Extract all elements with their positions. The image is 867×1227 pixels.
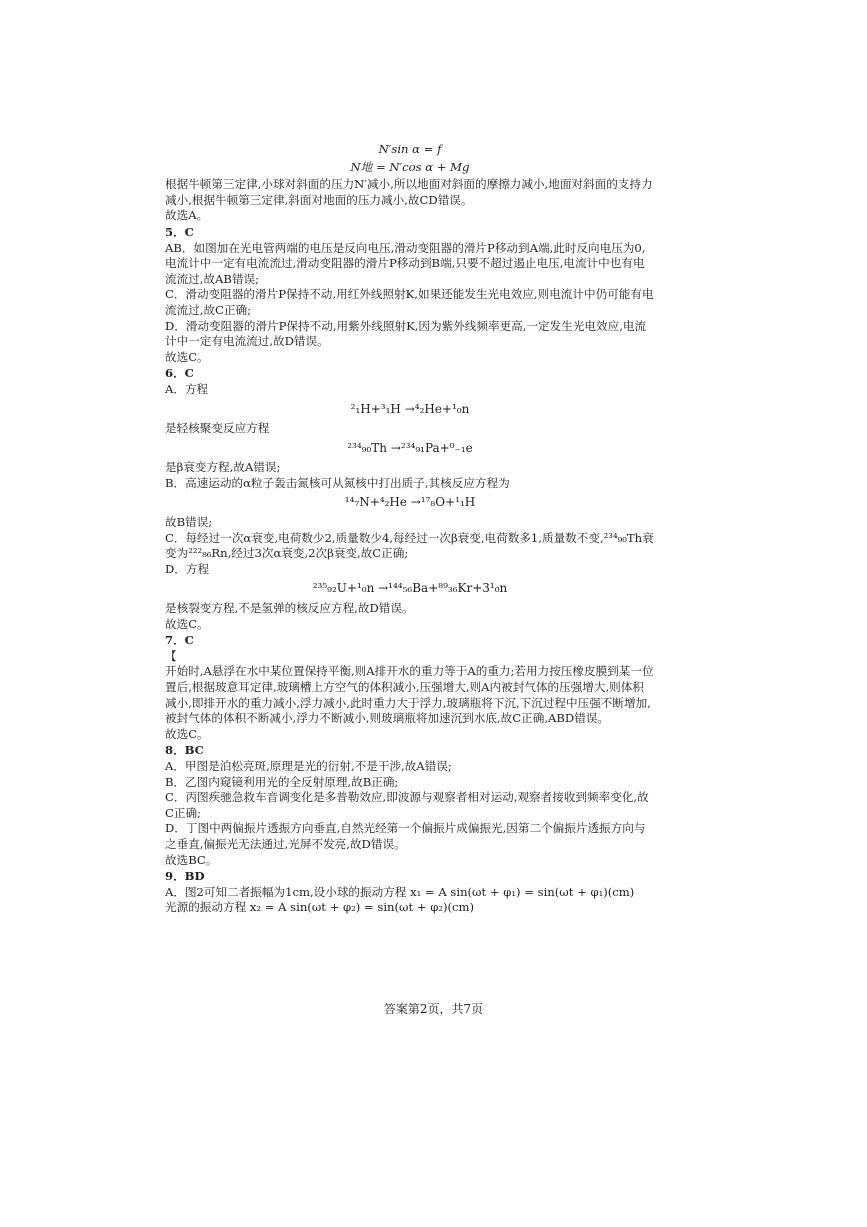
question-8-option-d: D．丁图中两偏振片透振方向垂直,自然光经第一个偏振片成偏振光,因第二个偏振片透振方向与之垂直,偏振光无法通过,光屏不发亮,故D错误。 [165,821,646,851]
question-6-option-c: C．每经过一次α衰变,电荷数少2,质量数少4,每经过一次β衰变,电荷数多1,质量数不变,²³⁴₉₀Th衰变为²²²₈₆Rn,经过3次α衰变,2次β衰变,故C正确; [165,530,654,561]
question-6-conclusion: 故选C。 [165,616,209,631]
question-6-option-b-conclusion: 故B错误; [165,515,213,530]
question-5-conclusion: 故选C。 [165,349,209,364]
answer-page-body [165,140,655,916]
question-7-conclusion: 故选C。 [165,726,209,741]
answer-conclusion: 故选A。 [165,208,209,223]
question-7-explanation: 开始时,A悬浮在水中某位置保持平衡,则A排开水的重力等于A的重力;若用力按压橡皮膜到某一位置后,根据玻意耳定律,玻璃槽上方空气的体积减小,压强增大,则A内被封气体的压强增大,则体积减小,即排开水的重力减小,浮力减小,此时重力大于浮力,玻璃瓶将下沉,下沉过程中压强不断增加,被封气体的体积不断减小,浮力不断减小,则玻璃瓶将加速沉到水底,故C正确,ABD错误。 [165,664,654,726]
question-5-option-c: C．滑动变阻器的滑片P保持不动,用红外线照射K,如果还能发生光电效应,则电流计中仍可能有电流流过,故C正确; [165,287,654,317]
question-5-option-ab: AB．如图加在光电管两端的电压是反向电压,滑动变阻器的滑片P移动到A端,此时反向电压为0,电流计中一定有电流流过,滑动变阻器的滑片P移动到B端,只要不超过遏止电压,电流计中也有电流流过,故AB错误; [165,240,646,286]
question-8-heading: 8．BC [165,743,204,758]
question-6-option-a-conclusion: 是β衰变方程,故A错误; [165,460,281,475]
question-6-heading: 6．C [165,366,194,381]
question-9-light-source-equation: 光源的振动方程 x₂ = A sin(ωt + φ₂) = sin(ωt + φ₂)(cm) [165,900,475,915]
question-9-option-a: A．图2可知二者振幅为1cm,设小球的振动方程 x₁ = A sin(ωt + φ₁) = sin(ωt + φ₁)(cm) [165,884,635,899]
question-6-option-d-intro: D．方程 [165,561,210,576]
question-7-heading: 7．C [165,633,194,648]
nuclear-equation-proton-discovery: ¹⁴₇N+⁴₂He →¹⁷₈O+¹₁H [344,495,476,510]
question-8-conclusion: 故选BC。 [165,852,218,867]
equation-friction: N′sin α = f [378,142,442,156]
question-8-option-c: C．丙图疾驰急救车音调变化是多普勒效应,即波源与观察者相对运动,观察者接收到频率变化,故C正确; [165,790,649,820]
question-7-bracket: 【 [165,648,177,663]
page-footer: 答案第2页，共7页 [383,1002,484,1016]
question-6-option-b: B．高速运动的α粒子轰击氮核可从氮核中打出质子,其核反应方程为 [165,475,510,490]
nuclear-equation-fusion: ²₁H+³₁H →⁴₂He+¹₀n [350,401,470,416]
question-8-option-a: A．甲图是泊松亮斑,原理是光的衍射,不是干涉,故A错误; [165,758,452,773]
question-5-option-d: D．滑动变阻器的滑片P保持不动,用紫外线照射K,因为紫外线频率更高,一定发生光电效应,电流计中一定有电流流过,故D错误。 [165,318,647,349]
question-6-option-a-fusion-note: 是轻核聚变反应方程 [165,421,270,436]
paragraph-newton-third-law: 根据牛顿第三定律,小球对斜面的压力N′减小,所以地面对斜面的摩擦力减小,地面对斜面的支持力减小,根据牛顿第三定律,斜面对地面的压力减小,故CD错误。 [165,177,653,207]
question-5-heading: 5．C [165,224,194,239]
equation-normal-force: N地 = N′cos α + Mg [350,159,470,174]
question-8-option-b: B．乙图内窥镜利用光的全反射原理,故B正确; [165,774,399,789]
question-9-heading: 9．BD [165,869,205,884]
question-6-option-a-intro: A．方程 [165,381,209,396]
nuclear-equation-fission: ²³⁵₉₂U+¹₀n →¹⁴⁴₅₆Ba+⁸⁹₃₆Kr+3¹₀n [312,581,508,596]
question-6-option-d-conclusion: 是核裂变方程,不是氢弹的核反应方程,故D错误。 [165,601,414,616]
nuclear-equation-beta-decay: ²³⁴₉₀Th →²³⁴₉₁Pa+⁰₋₁e [347,440,473,455]
